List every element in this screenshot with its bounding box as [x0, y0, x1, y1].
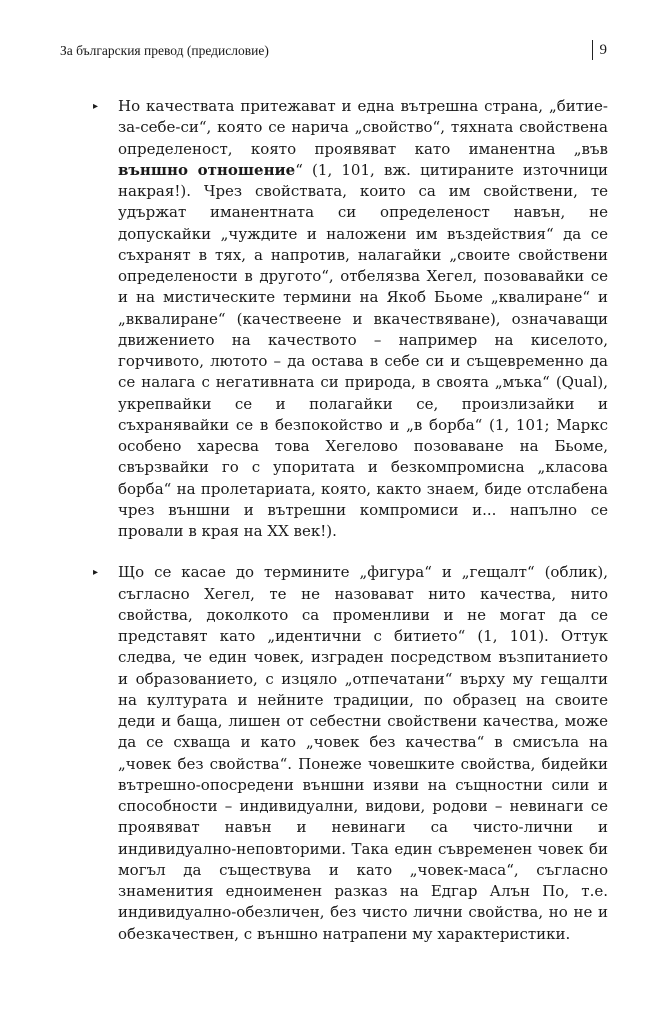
list-item — [93, 96, 608, 542]
triangle-bullet-icon: ▸ — [93, 101, 99, 112]
list-item — [93, 562, 608, 945]
triangle-bullet-icon: ▸ — [93, 567, 99, 579]
page-number-block — [592, 40, 608, 60]
bullet-list — [93, 96, 608, 945]
emphasized-term: външно отношение — [118, 160, 296, 179]
header-divider — [592, 40, 593, 60]
running-title: За българския превод (предисловие) — [60, 43, 269, 58]
paragraph-text: “ (1, 101, вж. цитираните източници накрая!). Чрез свойствата, които са им свойствени, те удържат иманентната си определеност навън, не допускайки „чуждите и наложени им въздействия“ да се съхранят в тях, а напротив, налагайки „своите свойствени определености в другото“, отбелязва Хегел, позовавайки се и на мистическите термини на Якоб Бьоме „квалиране“ и „вквалиране“ (качествеене и вкачествяване), означаващи движението на качеството – например на киселото, горчивото, лютото – да остава в себе си и същевременно да се налага с негативната си природа, в своята „мъка“ (Qual), укрепвайки се и полагайки се, произлизайки и съхранявайки се в безпокойство и „в борба“ (1, 101; Маркс особено харесва това Хегелово позоваване на Бьоме, свързвайки го с упоритата и безкомпромисна „класова борба“ на пролетариата, която, както знаем, биде отслабена чрез външни и вътрешни компромиси и... напълно се провали в края на XX век!). — [118, 160, 608, 540]
paragraph-text: Що се касае до термините „фигура“ и „гещалт“ (облик), съгласно Хегел, те не назовават нито качества, нито свойства, доколкото са променливи и не могат да се представят като „идентични с битието“ (1, 101). Оттук следва, че един човек, изграден посредством възпитанието и образованието, с изцяло „отпечатани“ върху му гещалти на културата и нейните традиции, по образец на своите деди и баща, лишен от себестни свойствени качества, може да се схваща и като „човек без качества“ в смисъла на „човек без свойства“. Понеже човешките свойства, бидейки вътрешно-опосредени външни изяви на същностни сили и способности – индивидуални, видови, родови – невинаги се проявяват навън и невинаги са чисто-лични и индивидуално-неповторими. Така един съвременен човек би могъл да съществува и като „човек-маса“, съгласно знаменития едноименен разказ на Едгар Алън По, т.е. индивидуално-обезличен, без чисто лични свойства, но не и обезкачествен, с външно натрапени му характеристики. — [118, 563, 608, 943]
page-number: 9 — [599, 41, 607, 58]
paragraph-text: Но качествата притежават и една вътрешна страна, „битие-за-себе-си“, която се нарича „свойство“, тяхната свойствена определеност, която проявяват като иманентна „във — [118, 97, 608, 158]
running-header — [60, 40, 607, 62]
